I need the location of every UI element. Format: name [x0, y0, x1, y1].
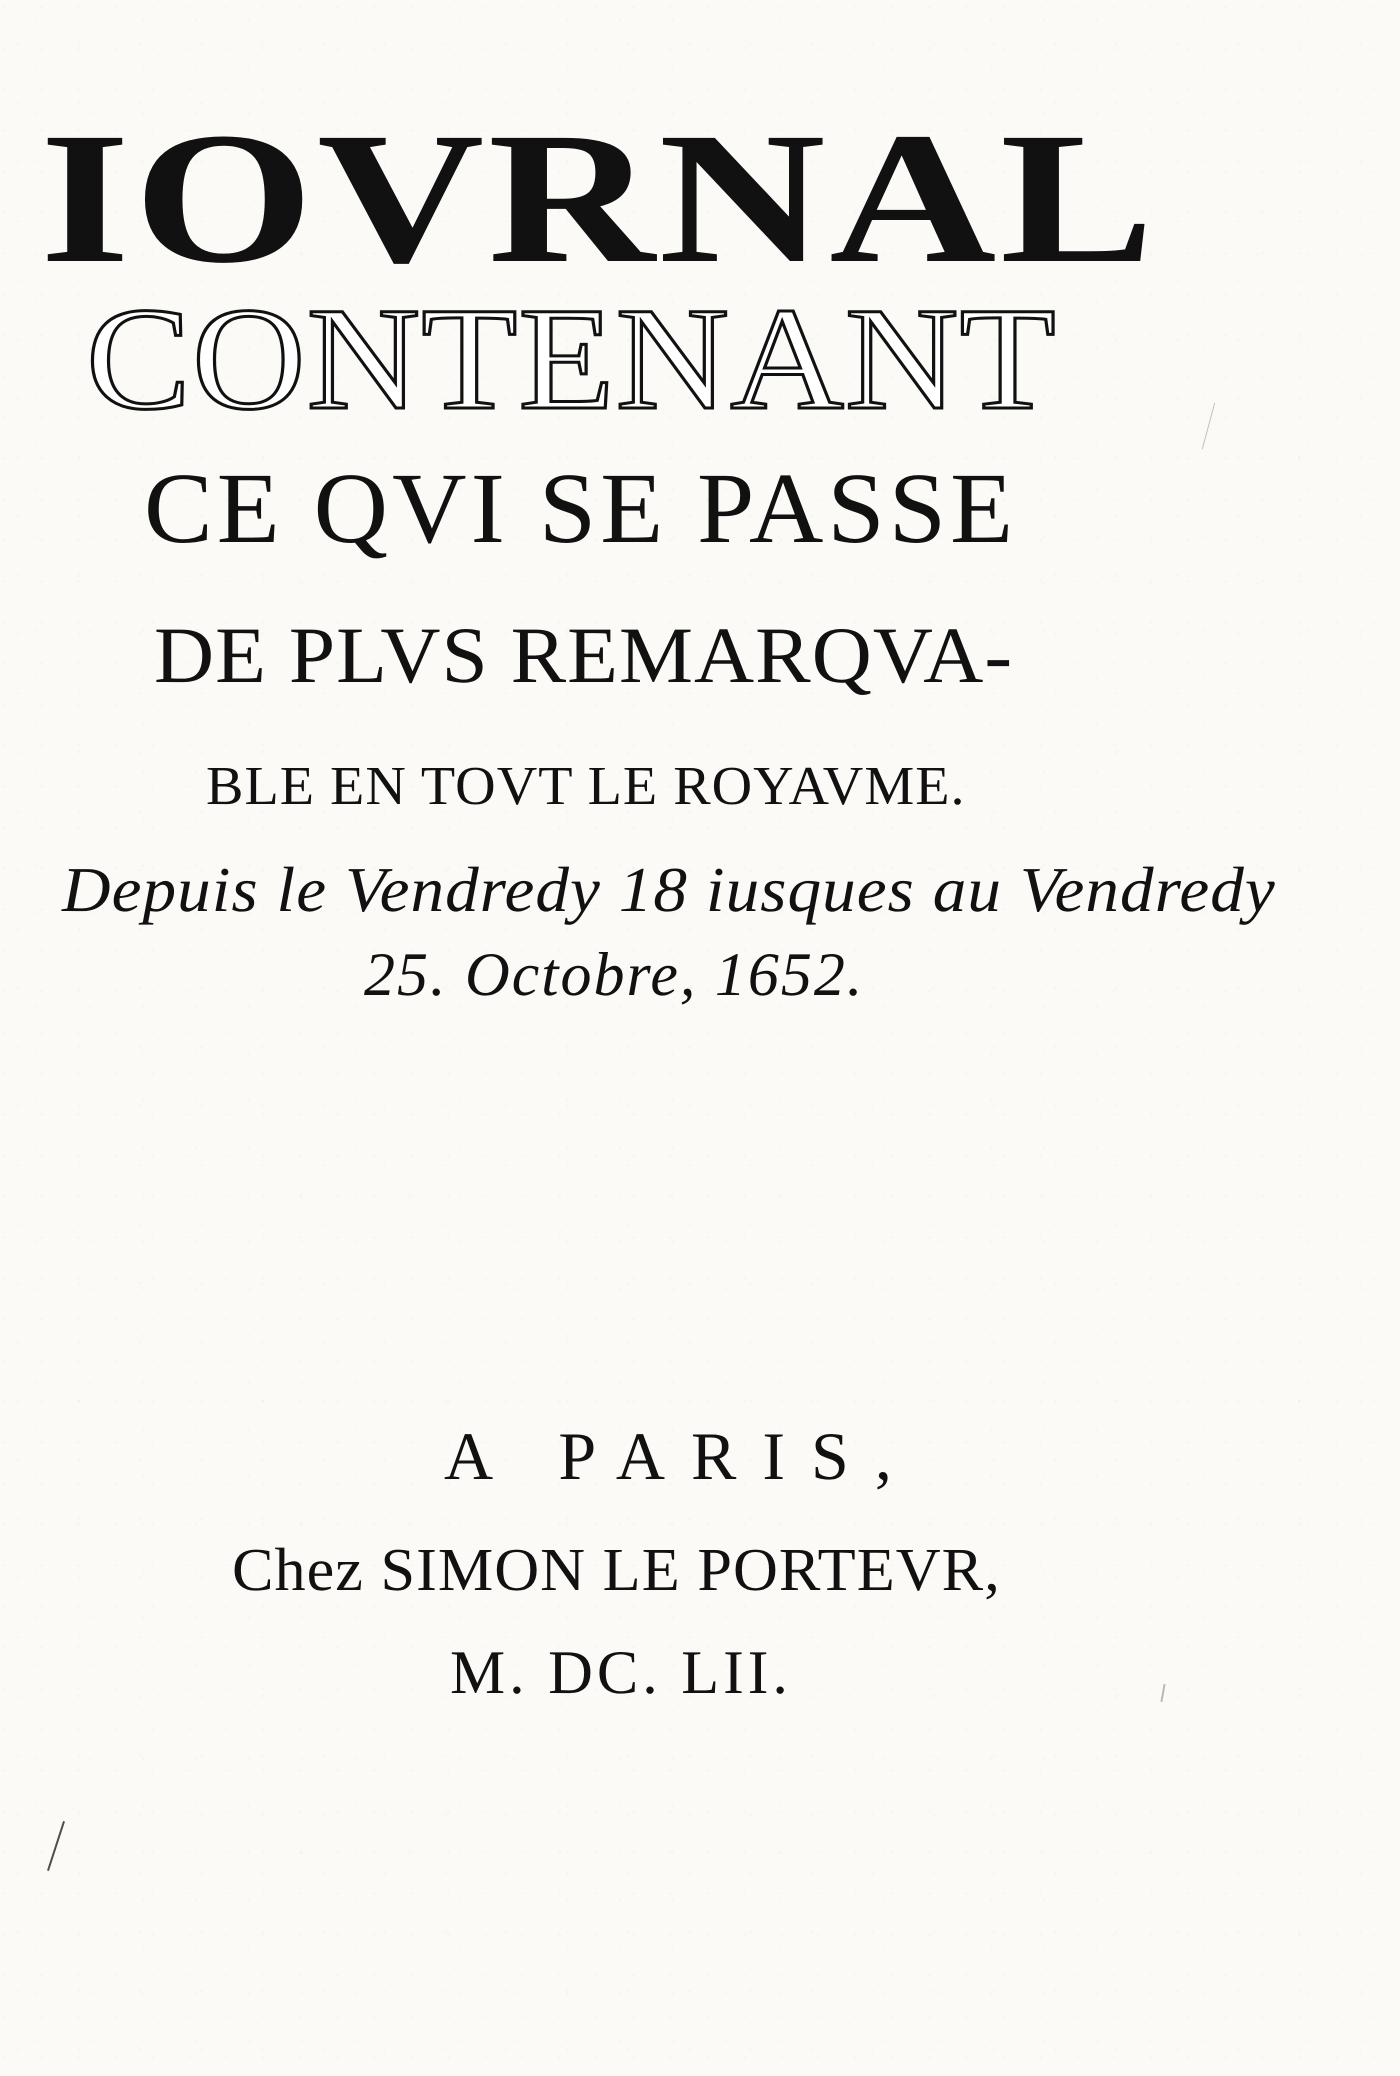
subtitle-line-ce-qui-se-passe: CE QVI SE PASSE: [144, 452, 1018, 564]
ink-mark: [47, 1821, 65, 1871]
subtitle-line-de-plus-remarqua: DE PLVS REMARQVA-: [154, 612, 1014, 700]
paper-mark: [1160, 1684, 1165, 1702]
date-range-line-2: 25. Octobre, 1652.: [364, 941, 865, 1009]
date-range-line-1: Depuis le Vendredy 18 iusques au Vendredy: [62, 854, 1276, 925]
subtitle-line-contenant: CONTENANT: [86, 277, 1057, 440]
subtitle-line-royaume: BLE EN TOVT LE ROYAVME.: [206, 755, 966, 816]
imprint-year: M. DC. LII.: [450, 1639, 792, 1707]
imprint-place: A PARIS,: [444, 1418, 918, 1494]
paper-mark: [1202, 403, 1215, 450]
imprint-printer: Chez SIMON LE PORTEVR,: [232, 1537, 1001, 1604]
page-title: IOVRNAL: [40, 93, 1158, 302]
